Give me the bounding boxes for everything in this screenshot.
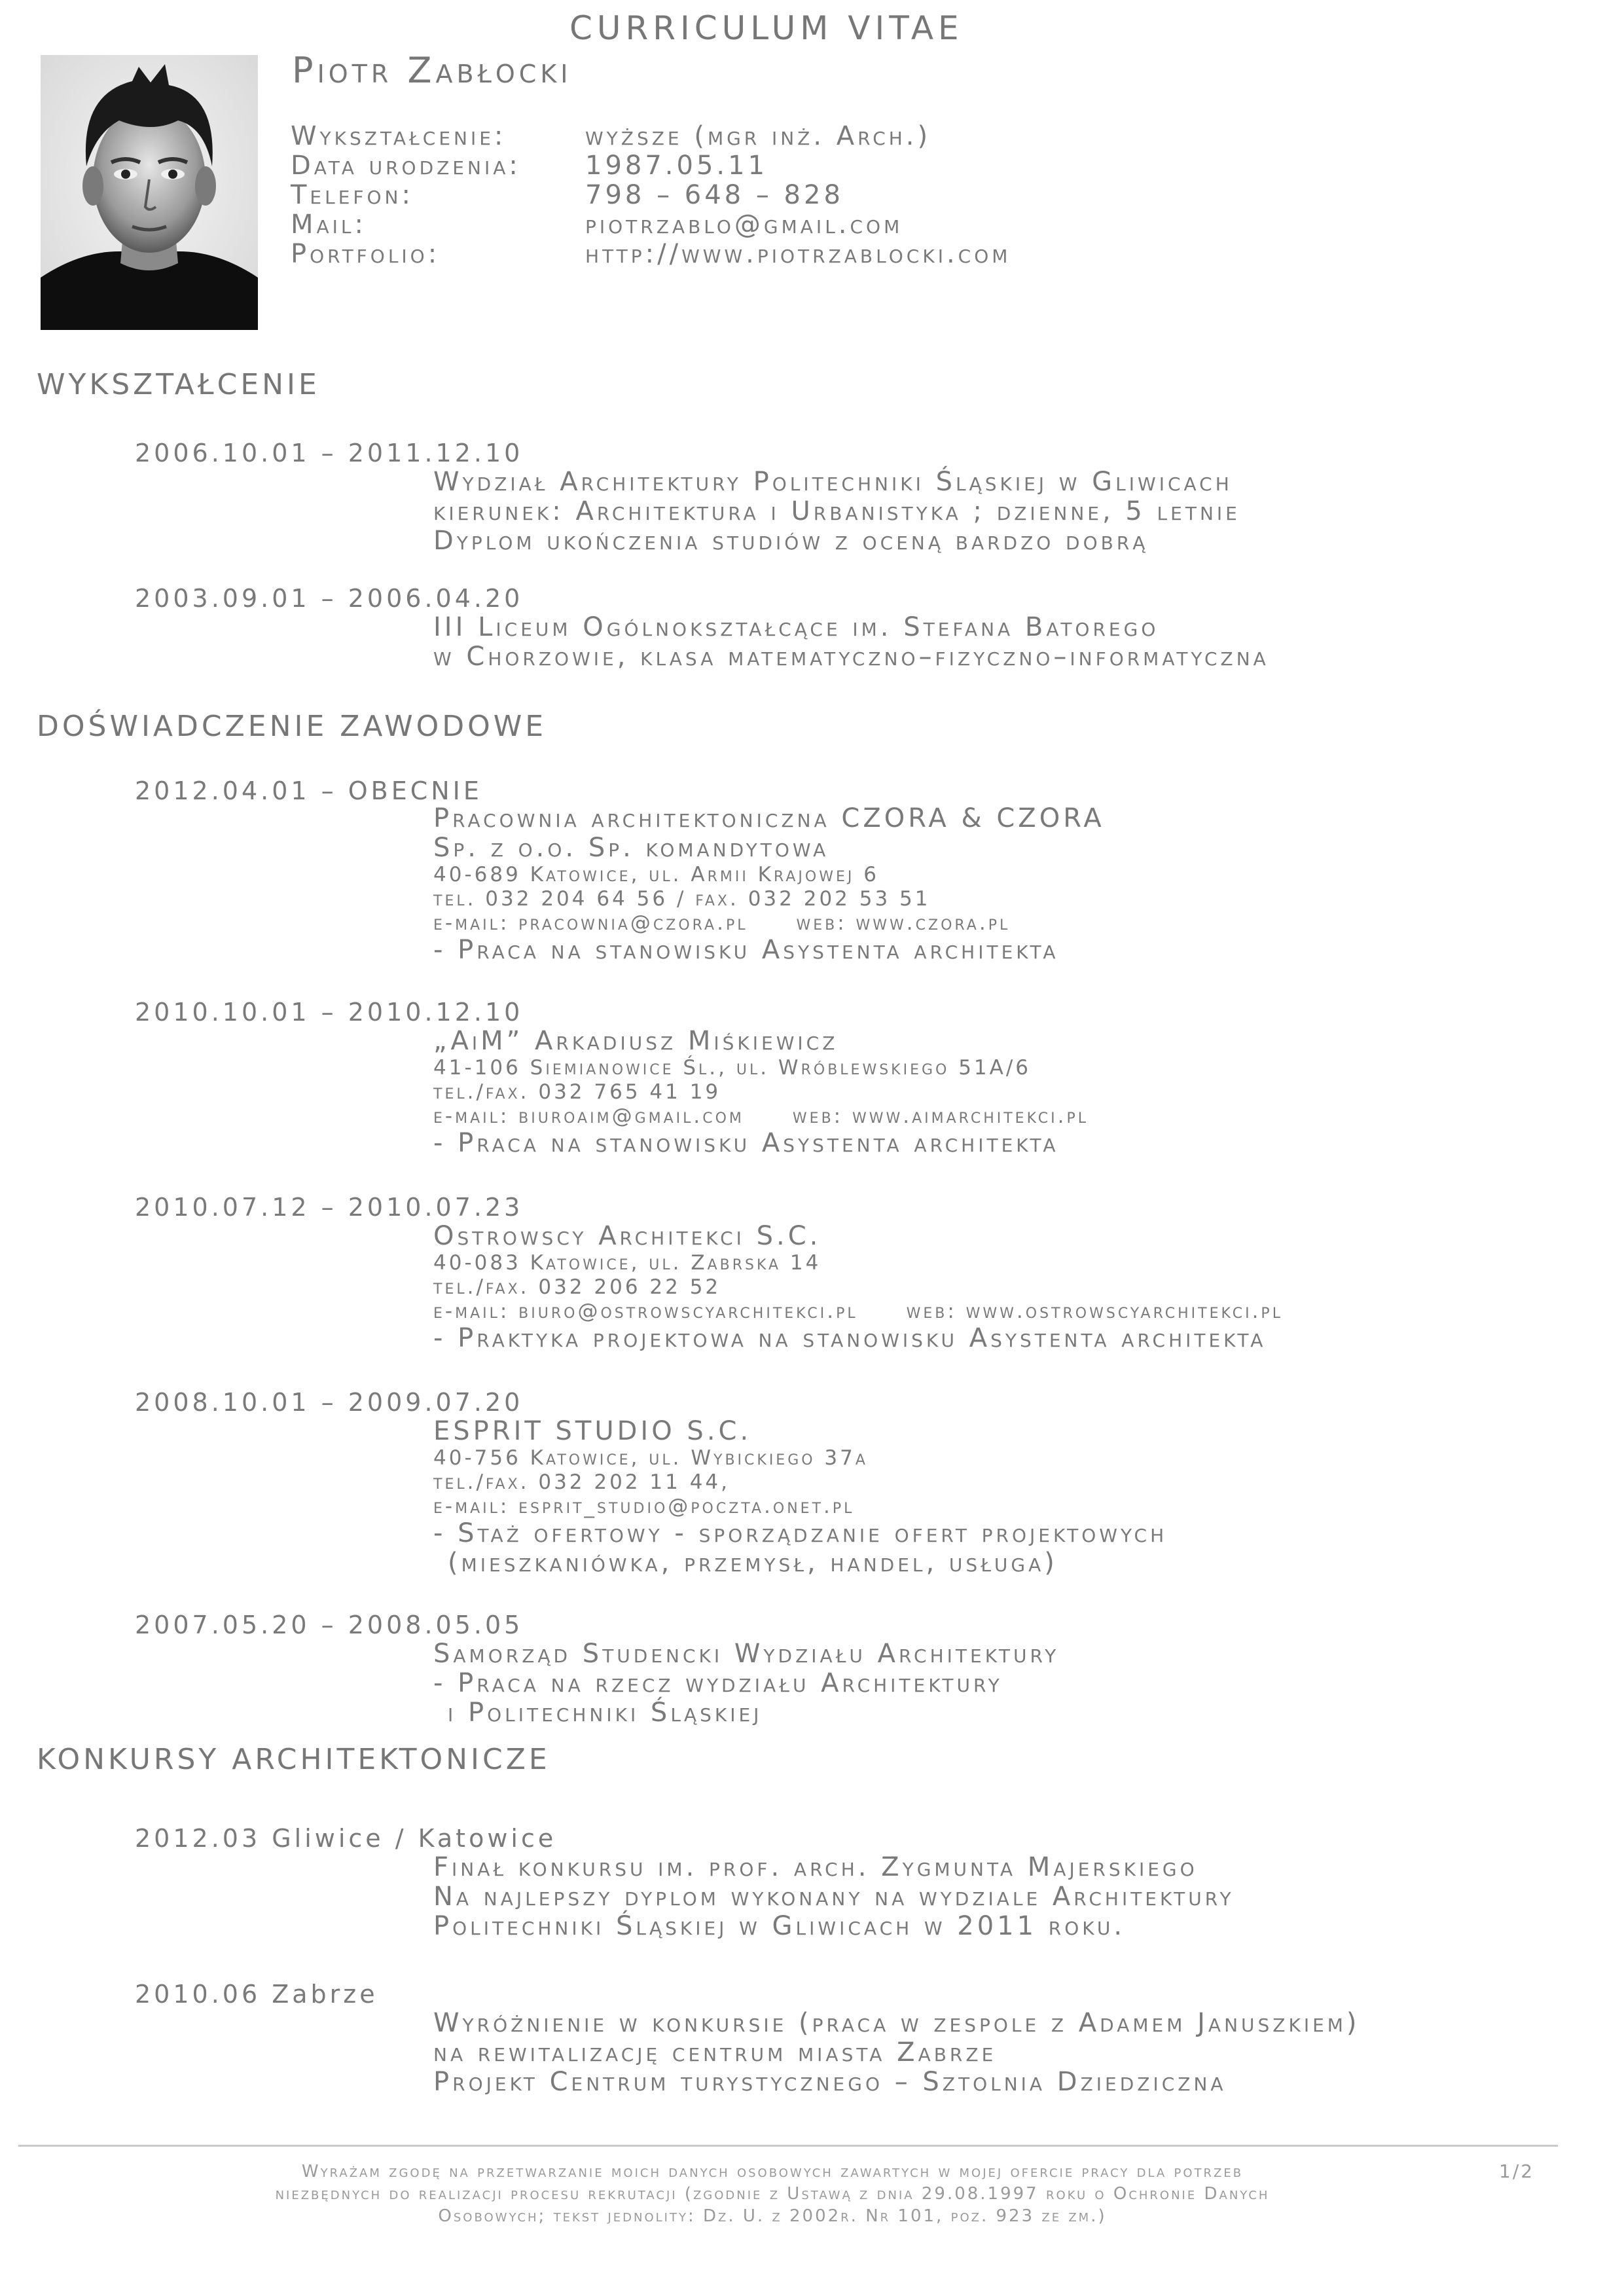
profile-photo xyxy=(41,55,258,330)
entry-line: Na najlepszy dyplom wykonany na wydziale Architektury xyxy=(433,1882,1235,1912)
company-address: 40-689 Katowice, ul. Armii Krajowej 6 xyxy=(433,863,879,886)
entry-line: Finał konkursu im. prof. arch. Zygmunta Majerskiego xyxy=(433,1852,1198,1882)
entry-line: Dyplom ukończenia studiów z oceną bardzo dobrą xyxy=(433,526,1149,556)
entry-line: Wydział Architektury Politechniki Śląskiej w Gliwicach xyxy=(433,467,1233,497)
company-email[interactable]: e-mail: esprit_studio@poczta.onet.pl xyxy=(433,1495,855,1518)
company-phone: tel./fax. 032 202 11 44, xyxy=(433,1470,730,1494)
education-entry xyxy=(433,613,1269,672)
entry-line: Wyróżnienie w konkursie (praca w zespole z Adamem Januszkiem) xyxy=(433,2008,1360,2038)
entry-date: 2006.10.01 – 2011.12.10 xyxy=(135,439,524,467)
company-name: Ostrowscy Architekci S.C. xyxy=(433,1221,821,1251)
person-name: Piotr Zabłocki xyxy=(292,50,572,91)
entry-line: Projekt Centrum turystycznego – Sztolnia Dziedziczna xyxy=(433,2067,1227,2097)
entry-line: III Liceum Ogólnokształcące im. Stefana Batorego xyxy=(433,612,1159,642)
entry-line: Politechniki Śląskiej w Gliwicach w 2011 roku. xyxy=(433,1911,1126,1941)
company-web[interactable]: web: www.aimarchitekci.pl xyxy=(792,1104,1089,1128)
company-phone: tel./fax. 032 765 41 19 xyxy=(433,1080,721,1104)
info-label: Mail: xyxy=(291,210,367,240)
footer-line: Osobowych; tekst jednolity: Dz. U. z 2002r. Nr 101, poz. 923 ze zm.) xyxy=(438,2206,1107,2226)
company-web[interactable]: web: www.ostrowscyarchitekci.pl xyxy=(906,1300,1283,1323)
info-value: 1987.05.11 xyxy=(585,151,768,181)
entry-date: 2007.05.20 – 2008.05.05 xyxy=(135,1611,524,1639)
education-entry xyxy=(433,467,1240,556)
info-value: wyższe (mgr inż. Arch.) xyxy=(585,121,931,151)
competition-entry xyxy=(433,1853,1235,1941)
data-consent-clause xyxy=(65,2160,1479,2227)
entry-date: 2010.10.01 – 2010.12.10 xyxy=(135,998,524,1027)
entry-line: na rewitalizację centrum miasta Zabrze xyxy=(433,2037,997,2068)
section-heading-experience: DOŚWIADCZENIE ZAWODOWE xyxy=(37,710,547,743)
company-contact xyxy=(433,1300,1283,1324)
company-email[interactable]: e-mail: biuroaim@gmail.com xyxy=(433,1104,744,1128)
experience-entry xyxy=(433,1222,1283,1353)
company-address: 40-083 Katowice, ul. Zabrska 14 xyxy=(433,1251,821,1275)
experience-entry xyxy=(433,1639,1059,1728)
page-number: 1/2 xyxy=(1499,2160,1535,2182)
entry-date: 2012.03 Gliwice / Katowice xyxy=(135,1824,557,1853)
info-value: 798 – 648 – 828 xyxy=(585,180,844,210)
company-name: Pracownia architektoniczna CZORA & CZORA xyxy=(433,803,1105,833)
info-value[interactable]: piotrzablo@gmail.com xyxy=(585,210,903,240)
experience-entry xyxy=(433,1027,1089,1158)
section-heading-competitions: KONKURSY ARCHITEKTONICZE xyxy=(37,1743,550,1776)
job-role: - Praktyka projektowa na stanowisku Asystenta architekta xyxy=(433,1323,1267,1353)
entry-line: kierunek: Architektura i Urbanistyka ; dzienne, 5 letnie xyxy=(433,496,1240,526)
company-phone: tel. 032 204 64 56 / fax. 032 202 53 51 xyxy=(433,887,931,911)
job-role: - Staż ofertowy - sporządzanie ofert projektowych xyxy=(433,1518,1168,1548)
entry-date: 2010.07.12 – 2010.07.23 xyxy=(135,1193,524,1222)
job-role: - Praca na stanowisku Asystenta architekta xyxy=(433,935,1059,965)
company-name: ESPRIT STUDIO S.C. xyxy=(433,1416,752,1446)
company-name-2: Sp. z o.o. Sp. komandytowa xyxy=(433,833,829,863)
job-role-detail: (mieszkaniówka, przemysł, handel, usługa) xyxy=(448,1548,1058,1578)
footer-divider xyxy=(18,2145,1558,2147)
competition-entry xyxy=(433,2009,1360,2097)
footer-line: niezbędnych do realizacji procesu rekrutacji (zgodnie z Ustawą z dnia 29.08.1997 roku o Ochronie Danych xyxy=(275,2184,1270,2204)
info-label: Portfolio: xyxy=(291,239,441,269)
company-email[interactable]: e-mail: biuro@ostrowscyarchitekci.pl xyxy=(433,1300,858,1323)
entry-date: 2010.06 Zabrze xyxy=(135,1980,378,2009)
company-email[interactable]: e-mail: pracownia@czora.pl xyxy=(433,911,748,935)
company-name: Samorząd Studencki Wydziału Architektury xyxy=(433,1639,1060,1669)
info-value[interactable]: http://www.piotrzablocki.com xyxy=(585,239,1011,269)
info-label: Telefon: xyxy=(291,180,414,210)
info-label: Data urodzenia: xyxy=(291,151,521,181)
entry-line: w Chorzowie, klasa matematyczno–fizyczno–informatyczna xyxy=(433,642,1269,672)
company-contact xyxy=(433,1104,1089,1129)
entry-date: 2003.09.01 – 2006.04.20 xyxy=(135,584,524,613)
experience-entry xyxy=(433,804,1105,965)
company-name: „AiM” Arkadiusz Miśkiewicz xyxy=(433,1026,839,1056)
company-address: 40-756 Katowice, ul. Wybickiego 37a xyxy=(433,1446,868,1470)
section-heading-education: WYKSZTAŁCENIE xyxy=(37,368,320,401)
job-role: - Praca na rzecz wydziału Architektury xyxy=(433,1668,1003,1698)
company-contact xyxy=(433,911,1105,936)
info-label: Wykształcenie: xyxy=(291,121,507,151)
job-role-detail: i Politechniki Śląskiej xyxy=(448,1698,763,1728)
company-phone: tel./fax. 032 206 22 52 xyxy=(433,1275,721,1299)
experience-entry xyxy=(433,1417,1167,1578)
entry-date: 2012.04.01 – OBECNIE xyxy=(135,776,482,805)
job-role: - Praca na stanowisku Asystenta architekta xyxy=(433,1128,1059,1158)
entry-date: 2008.10.01 – 2009.07.20 xyxy=(135,1388,524,1417)
footer-line: Wyrażam zgodę na przetwarzanie moich danych osobowych zawartych w mojej ofercie pracy dla potrzeb xyxy=(301,2162,1244,2181)
company-web[interactable]: web: www.czora.pl xyxy=(796,911,1011,935)
company-address: 41-106 Siemianowice Śl., ul. Wróblewskiego 51A/6 xyxy=(433,1056,1032,1080)
document-title: CURRICULUM VITAE xyxy=(569,9,964,47)
